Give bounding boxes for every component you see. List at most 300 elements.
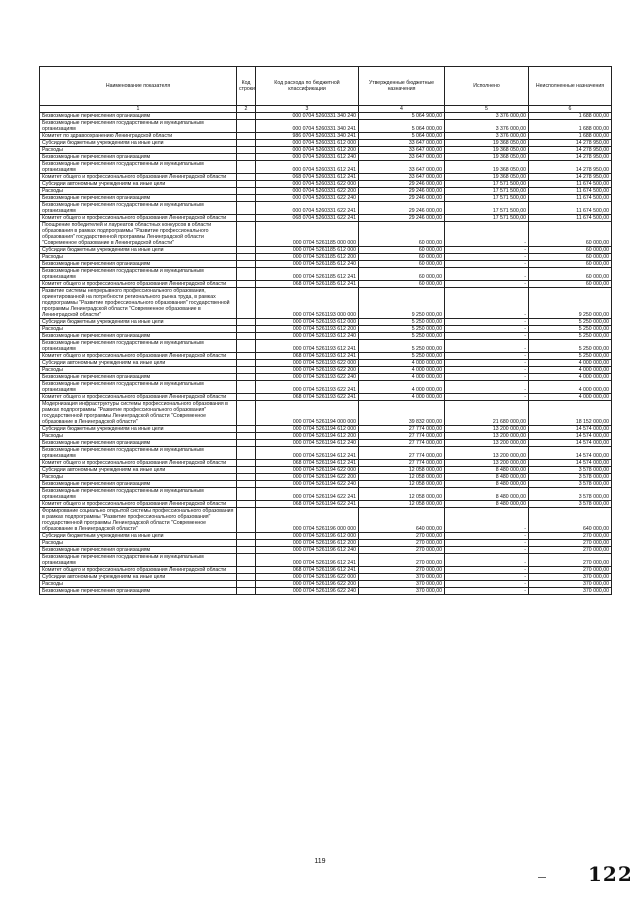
approved-cell: 5 064 000,00 (359, 133, 445, 140)
approved-cell: 60 000,00 (359, 261, 445, 268)
table-header-row (40, 67, 612, 106)
column-number: 1 (40, 106, 237, 113)
table-row (40, 481, 612, 488)
line-code-cell (237, 481, 256, 488)
header-executed: Исполнено (445, 67, 529, 106)
unexecuted-cell: 1 688 000,00 (529, 120, 612, 133)
executed-cell: 8 480 000,00 (445, 474, 529, 481)
indicator-name-cell: Субсидии бюджетным учреждениям на иные цели (40, 319, 237, 326)
indicator-name-cell: Комитет общего и профессионального образования Ленинградской области (40, 281, 237, 288)
budget-code-cell: 000 0704 5261193 612 200 (256, 326, 359, 333)
line-code-cell (237, 554, 256, 567)
line-code-cell (237, 574, 256, 581)
line-code-cell (237, 154, 256, 161)
table-row (40, 281, 612, 288)
budget-code-cell: 000 0704 5261194 612 200 (256, 433, 359, 440)
line-code-cell (237, 374, 256, 381)
table-row (40, 474, 612, 481)
table-row (40, 540, 612, 547)
line-code-cell (237, 467, 256, 474)
indicator-name-cell: Расходы (40, 474, 237, 481)
indicator-name-cell: Субсидии автономным учреждениям на иные цели (40, 181, 237, 188)
approved-cell: 29 246 000,00 (359, 215, 445, 222)
approved-cell: 270 000,00 (359, 547, 445, 554)
unexecuted-cell: 60 000,00 (529, 261, 612, 268)
indicator-name-cell: Расходы (40, 254, 237, 261)
unexecuted-cell: 14 278 950,00 (529, 147, 612, 154)
executed-cell: 19 368 050,00 (445, 147, 529, 154)
indicator-name-cell: Расходы (40, 326, 237, 333)
indicator-name-cell: Развитие системы непрерывного профессионального образования, ориентированной на потребности регионального рынка труда, в рамках подпрограммы "Развитие профессионального образования" государственной программы Ленинградской области "Современное образование в Ленинградской области" (40, 288, 237, 319)
indicator-name-cell: Безвозмездные перечисления государственным и муниципальным организациям (40, 202, 237, 215)
unexecuted-cell: 9 250 000,00 (529, 288, 612, 319)
budget-code-cell: 000 0704 5261194 612 000 (256, 426, 359, 433)
approved-cell: 12 058 000,00 (359, 501, 445, 508)
table-row (40, 181, 612, 188)
table-row (40, 460, 612, 467)
table-row (40, 374, 612, 381)
table-row (40, 381, 612, 394)
approved-cell: 5 250 000,00 (359, 326, 445, 333)
budget-code-cell: 000 0704 5260331 612 240 (256, 154, 359, 161)
table-row (40, 340, 612, 353)
executed-cell: 3 376 000,00 (445, 133, 529, 140)
table-row (40, 140, 612, 147)
line-code-cell (237, 281, 256, 288)
unexecuted-cell: 3 578 000,00 (529, 474, 612, 481)
executed-cell: - (445, 340, 529, 353)
line-code-cell (237, 120, 256, 133)
approved-cell: 29 246 000,00 (359, 195, 445, 202)
approved-cell: 12 058 000,00 (359, 467, 445, 474)
indicator-name-cell: Субсидии автономным учреждениям на иные цели (40, 574, 237, 581)
unexecuted-cell: 4 000 000,00 (529, 381, 612, 394)
approved-cell: 5 064 000,00 (359, 120, 445, 133)
indicator-name-cell: Безвозмездные перечисления организациям (40, 195, 237, 202)
budget-code-cell: 000 0704 5261196 612 240 (256, 547, 359, 554)
table-row (40, 261, 612, 268)
table-row (40, 547, 612, 554)
executed-cell: 17 571 500,00 (445, 215, 529, 222)
unexecuted-cell: 60 000,00 (529, 254, 612, 261)
executed-cell: - (445, 374, 529, 381)
executed-cell: - (445, 281, 529, 288)
unexecuted-cell: 60 000,00 (529, 268, 612, 281)
indicator-name-cell: Безвозмездные перечисления организациям (40, 588, 237, 595)
indicator-name-cell: Безвозмездные перечисления государственным и муниципальным организациям (40, 161, 237, 174)
executed-cell: - (445, 508, 529, 533)
executed-cell: 19 368 050,00 (445, 174, 529, 181)
indicator-name-cell: Субсидии бюджетным учреждениям на иные цели (40, 533, 237, 540)
unexecuted-cell: 60 000,00 (529, 247, 612, 254)
executed-cell: - (445, 247, 529, 254)
approved-cell: 4 000 000,00 (359, 367, 445, 374)
approved-cell: 60 000,00 (359, 247, 445, 254)
unexecuted-cell: 3 578 000,00 (529, 467, 612, 474)
budget-code-cell: 000 0704 5261193 612 240 (256, 333, 359, 340)
budget-code-cell: 000 0704 5260331 612 200 (256, 147, 359, 154)
line-code-cell (237, 447, 256, 460)
budget-code-cell: 000 0704 5260331 612 000 (256, 140, 359, 147)
approved-cell: 5 250 000,00 (359, 333, 445, 340)
indicator-name-cell: Субсидии автономным учреждениям на иные цели (40, 467, 237, 474)
line-code-cell (237, 433, 256, 440)
executed-cell: 17 571 500,00 (445, 181, 529, 188)
budget-report-sheet (39, 66, 611, 595)
unexecuted-cell: 14 278 950,00 (529, 154, 612, 161)
line-code-cell (237, 367, 256, 374)
unexecuted-cell: 3 578 000,00 (529, 501, 612, 508)
table-row (40, 147, 612, 154)
unexecuted-cell: 4 000 000,00 (529, 367, 612, 374)
unexecuted-cell: 14 278 950,00 (529, 174, 612, 181)
approved-cell: 4 000 000,00 (359, 374, 445, 381)
approved-cell: 29 246 000,00 (359, 188, 445, 195)
unexecuted-cell: 14 278 950,00 (529, 161, 612, 174)
unexecuted-cell: 1 688 000,00 (529, 133, 612, 140)
indicator-name-cell: Комитет общего и профессионального образования Ленинградской области (40, 353, 237, 360)
line-code-cell (237, 488, 256, 501)
table-row (40, 394, 612, 401)
approved-cell: 60 000,00 (359, 281, 445, 288)
budget-code-cell: 000 0704 5261185 612 241 (256, 268, 359, 281)
table-row (40, 288, 612, 319)
unexecuted-cell: 5 250 000,00 (529, 326, 612, 333)
budget-code-cell: 000 0704 5260331 622 241 (256, 202, 359, 215)
budget-code-cell: 000 0704 5260331 622 200 (256, 188, 359, 195)
executed-cell: 21 680 000,00 (445, 401, 529, 426)
line-code-cell (237, 567, 256, 574)
table-row (40, 467, 612, 474)
approved-cell: 4 000 000,00 (359, 360, 445, 367)
line-code-cell (237, 261, 256, 268)
budget-code-cell: 000 0704 5261196 622 240 (256, 588, 359, 595)
indicator-name-cell: Безвозмездные перечисления государственным и муниципальным организациям (40, 447, 237, 460)
executed-cell: 8 480 000,00 (445, 481, 529, 488)
approved-cell: 270 000,00 (359, 567, 445, 574)
executed-cell: 3 376 000,00 (445, 113, 529, 120)
approved-cell: 12 058 000,00 (359, 481, 445, 488)
table-row (40, 254, 612, 261)
header-indicator-name: Наименование показателя (40, 67, 237, 106)
unexecuted-cell: 11 674 500,00 (529, 181, 612, 188)
budget-code-cell: 068 0704 5260331 622 241 (256, 215, 359, 222)
approved-cell: 60 000,00 (359, 254, 445, 261)
budget-code-cell: 000 0704 5260331 340 240 (256, 113, 359, 120)
indicator-name-cell: Модернизация инфраструктуры системы профессионального образования в рамках подпрограммы "Развитие профессионального образования" государственной программы Ленинградской области "Современное образование в Ленинградской области" (40, 401, 237, 426)
executed-cell: - (445, 319, 529, 326)
unexecuted-cell: 11 674 500,00 (529, 195, 612, 202)
line-code-cell (237, 547, 256, 554)
line-code-cell (237, 460, 256, 467)
approved-cell: 33 647 000,00 (359, 154, 445, 161)
executed-cell: - (445, 288, 529, 319)
budget-code-cell: 000 0704 5260331 340 241 (256, 120, 359, 133)
approved-cell: 60 000,00 (359, 268, 445, 281)
budget-code-cell: 000 0704 5261194 612 241 (256, 447, 359, 460)
budget-code-cell: 000 0704 5261185 612 000 (256, 247, 359, 254)
executed-cell: - (445, 222, 529, 247)
indicator-name-cell: Расходы (40, 581, 237, 588)
executed-cell: 13 200 000,00 (445, 426, 529, 433)
unexecuted-cell: 11 674 500,00 (529, 188, 612, 195)
line-code-cell (237, 195, 256, 202)
budget-code-cell: 000 0704 5261196 622 000 (256, 574, 359, 581)
budget-code-cell: 000 0704 5261194 622 200 (256, 474, 359, 481)
unexecuted-cell: 60 000,00 (529, 281, 612, 288)
table-row (40, 488, 612, 501)
budget-code-cell: 000 0704 5260331 622 000 (256, 181, 359, 188)
indicator-name-cell: Безвозмездные перечисления государственным и муниципальным организациям (40, 488, 237, 501)
indicator-name-cell: Комитет общего и профессионального образования Ленинградской области (40, 460, 237, 467)
unexecuted-cell: 270 000,00 (529, 567, 612, 574)
budget-code-cell: 986 0704 5260331 340 241 (256, 133, 359, 140)
line-code-cell (237, 174, 256, 181)
approved-cell: 370 000,00 (359, 588, 445, 595)
indicator-name-cell: Комитет общего и профессионального образования Ленинградской области (40, 174, 237, 181)
budget-code-cell: 000 0704 5261193 622 200 (256, 367, 359, 374)
unexecuted-cell: 3 578 000,00 (529, 481, 612, 488)
executed-cell: - (445, 581, 529, 588)
budget-code-cell: 068 0704 5261194 612 241 (256, 460, 359, 467)
unexecuted-cell: 11 674 500,00 (529, 202, 612, 215)
executed-cell: 17 571 500,00 (445, 188, 529, 195)
table-row (40, 574, 612, 581)
unexecuted-cell: 4 000 000,00 (529, 374, 612, 381)
unexecuted-cell: 5 250 000,00 (529, 340, 612, 353)
budget-code-cell: 068 0704 5261196 612 241 (256, 567, 359, 574)
indicator-name-cell: Безвозмездные перечисления государственным и муниципальным организациям (40, 268, 237, 281)
budget-code-cell: 000 0704 5260331 612 241 (256, 161, 359, 174)
table-row (40, 433, 612, 440)
budget-code-cell: 068 0704 5260331 612 241 (256, 174, 359, 181)
indicator-name-cell: Безвозмездные перечисления организациям (40, 113, 237, 120)
approved-cell: 270 000,00 (359, 533, 445, 540)
margin-mark (538, 877, 546, 878)
indicator-name-cell: Комитет по здравоохранению Ленинградской области (40, 133, 237, 140)
unexecuted-cell: 14 574 000,00 (529, 426, 612, 433)
table-row (40, 401, 612, 426)
table-row (40, 426, 612, 433)
indicator-name-cell: Безвозмездные перечисления организациям (40, 374, 237, 381)
line-code-cell (237, 268, 256, 281)
table-row (40, 133, 612, 140)
line-code-cell (237, 540, 256, 547)
executed-cell: 19 368 050,00 (445, 154, 529, 161)
header-budget-classification-code: Код расхода по бюджетной классификации (256, 67, 359, 106)
budget-code-cell: 068 0704 5261185 612 241 (256, 281, 359, 288)
table-row (40, 360, 612, 367)
line-code-cell (237, 353, 256, 360)
executed-cell: - (445, 326, 529, 333)
unexecuted-cell: 14 574 000,00 (529, 460, 612, 467)
approved-cell: 33 647 000,00 (359, 174, 445, 181)
budget-code-cell: 000 0704 5261185 000 000 (256, 222, 359, 247)
executed-cell: - (445, 567, 529, 574)
header-line-code: Код строки (237, 67, 256, 106)
indicator-name-cell: Расходы (40, 433, 237, 440)
line-code-cell (237, 133, 256, 140)
line-code-cell (237, 247, 256, 254)
approved-cell: 9 250 000,00 (359, 288, 445, 319)
table-row (40, 120, 612, 133)
executed-cell: 8 480 000,00 (445, 488, 529, 501)
table-row (40, 326, 612, 333)
line-code-cell (237, 360, 256, 367)
table-row (40, 222, 612, 247)
executed-cell: - (445, 381, 529, 394)
executed-cell: - (445, 588, 529, 595)
table-row (40, 268, 612, 281)
indicator-name-cell: Субсидии автономным учреждениям на иные цели (40, 360, 237, 367)
executed-cell: - (445, 360, 529, 367)
unexecuted-cell: 270 000,00 (529, 533, 612, 540)
unexecuted-cell: 370 000,00 (529, 574, 612, 581)
executed-cell: 17 571 500,00 (445, 195, 529, 202)
line-code-cell (237, 394, 256, 401)
executed-cell: - (445, 554, 529, 567)
approved-cell: 39 832 000,00 (359, 401, 445, 426)
line-code-cell (237, 440, 256, 447)
indicator-name-cell: Безвозмездные перечисления государственным и муниципальным организациям (40, 340, 237, 353)
table-row (40, 501, 612, 508)
table-row (40, 440, 612, 447)
approved-cell: 4 000 000,00 (359, 381, 445, 394)
budget-code-cell: 000 0704 5261185 612 240 (256, 261, 359, 268)
unexecuted-cell: 370 000,00 (529, 581, 612, 588)
executed-cell: 13 200 000,00 (445, 447, 529, 460)
header-unexecuted-appropriations: Неисполненные назначения (529, 67, 612, 106)
line-code-cell (237, 333, 256, 340)
indicator-name-cell: Безвозмездные перечисления организациям (40, 547, 237, 554)
executed-cell: - (445, 394, 529, 401)
table-body (40, 113, 612, 595)
executed-cell: 13 200 000,00 (445, 460, 529, 467)
budget-code-cell: 000 0704 5261193 622 240 (256, 374, 359, 381)
approved-cell: 27 774 000,00 (359, 447, 445, 460)
budget-code-cell: 000 0704 5261196 612 241 (256, 554, 359, 567)
approved-cell: 27 774 000,00 (359, 460, 445, 467)
unexecuted-cell: 5 250 000,00 (529, 353, 612, 360)
executed-cell: 13 200 000,00 (445, 440, 529, 447)
indicator-name-cell: Субсидии бюджетным учреждениям на иные цели (40, 247, 237, 254)
budget-code-cell: 068 0704 5261193 622 241 (256, 394, 359, 401)
table-row (40, 508, 612, 533)
approved-cell: 33 647 000,00 (359, 147, 445, 154)
table-row (40, 113, 612, 120)
indicator-name-cell: Безвозмездные перечисления организациям (40, 440, 237, 447)
unexecuted-cell: 1 688 000,00 (529, 113, 612, 120)
executed-cell: - (445, 547, 529, 554)
executed-cell: - (445, 540, 529, 547)
executed-cell: - (445, 254, 529, 261)
approved-cell: 27 774 000,00 (359, 426, 445, 433)
budget-code-cell: 000 0704 5261196 000 000 (256, 508, 359, 533)
indicator-name-cell: Комитет общего и профессионального образования Ленинградской области (40, 394, 237, 401)
budget-code-cell: 000 0704 5261194 622 240 (256, 481, 359, 488)
page-number: 119 (314, 858, 326, 865)
approved-cell: 5 250 000,00 (359, 319, 445, 326)
executed-cell: - (445, 261, 529, 268)
line-code-cell (237, 288, 256, 319)
indicator-name-cell: Безвозмездные перечисления государственным и муниципальным организациям (40, 554, 237, 567)
budget-code-cell: 000 0704 5261196 612 200 (256, 540, 359, 547)
line-code-cell (237, 533, 256, 540)
line-code-cell (237, 588, 256, 595)
executed-cell: - (445, 333, 529, 340)
line-code-cell (237, 326, 256, 333)
indicator-name-cell: Комитет общего и профессионального образования Ленинградской области (40, 501, 237, 508)
column-number: 5 (445, 106, 529, 113)
table-row (40, 161, 612, 174)
budget-code-cell: 000 0704 5261194 612 240 (256, 440, 359, 447)
budget-code-cell: 000 0704 5261193 000 000 (256, 288, 359, 319)
approved-cell: 12 058 000,00 (359, 488, 445, 501)
column-number: 2 (237, 106, 256, 113)
approved-cell: 5 064 900,00 (359, 113, 445, 120)
indicator-name-cell: Безвозмездные перечисления организациям (40, 261, 237, 268)
approved-cell: 5 250 000,00 (359, 340, 445, 353)
line-code-cell (237, 581, 256, 588)
executed-cell: 13 200 000,00 (445, 433, 529, 440)
line-code-cell (237, 181, 256, 188)
unexecuted-cell: 270 000,00 (529, 540, 612, 547)
budget-code-cell: 000 0704 5261185 612 200 (256, 254, 359, 261)
executed-cell: - (445, 533, 529, 540)
budget-code-cell: 000 0704 5261196 612 000 (256, 533, 359, 540)
budget-code-cell: 000 0704 5260331 622 240 (256, 195, 359, 202)
unexecuted-cell: 270 000,00 (529, 554, 612, 567)
table-row (40, 215, 612, 222)
unexecuted-cell: 14 574 000,00 (529, 433, 612, 440)
approved-cell: 5 250 000,00 (359, 353, 445, 360)
indicator-name-cell: Безвозмездные перечисления государственным и муниципальным организациям (40, 381, 237, 394)
line-code-cell (237, 254, 256, 261)
table-row (40, 202, 612, 215)
approved-cell: 29 246 000,00 (359, 202, 445, 215)
line-code-cell (237, 401, 256, 426)
indicator-name-cell: Безвозмездные перечисления организациям (40, 481, 237, 488)
table-row (40, 447, 612, 460)
column-number: 3 (256, 106, 359, 113)
budget-code-cell: 000 0704 5261194 000 000 (256, 401, 359, 426)
unexecuted-cell: 14 278 950,00 (529, 140, 612, 147)
table-row (40, 588, 612, 595)
table-row (40, 247, 612, 254)
unexecuted-cell: 5 250 000,00 (529, 333, 612, 340)
unexecuted-cell: 11 674 500,00 (529, 215, 612, 222)
approved-cell: 370 000,00 (359, 581, 445, 588)
unexecuted-cell: 5 250 000,00 (529, 319, 612, 326)
table-row (40, 195, 612, 202)
executed-cell: 8 480 000,00 (445, 501, 529, 508)
indicator-name-cell: Безвозмездные перечисления организациям (40, 154, 237, 161)
line-code-cell (237, 113, 256, 120)
indicator-name-cell: Поощрение победителей и лауреатов областных конкурсов в области образования в рамках подпрограммы "Развитие профессионального образования" государственной программы Ленинградской области "Современное образование в Ленинградской области" (40, 222, 237, 247)
approved-cell: 33 647 000,00 (359, 161, 445, 174)
line-code-cell (237, 222, 256, 247)
indicator-name-cell: Комитет общего и профессионального образования Ленинградской области (40, 567, 237, 574)
indicator-name-cell: Субсидии бюджетным учреждениям на иные цели (40, 426, 237, 433)
indicator-name-cell: Субсидии бюджетным учреждениям на иные цели (40, 140, 237, 147)
indicator-name-cell: Безвозмездные перечисления организациям (40, 333, 237, 340)
unexecuted-cell: 18 152 000,00 (529, 401, 612, 426)
indicator-name-cell: Расходы (40, 188, 237, 195)
budget-code-cell: 000 0704 5261193 622 241 (256, 381, 359, 394)
table-row (40, 353, 612, 360)
indicator-name-cell: Комитет общего и профессионального образования Ленинградской области (40, 215, 237, 222)
unexecuted-cell: 14 574 000,00 (529, 447, 612, 460)
